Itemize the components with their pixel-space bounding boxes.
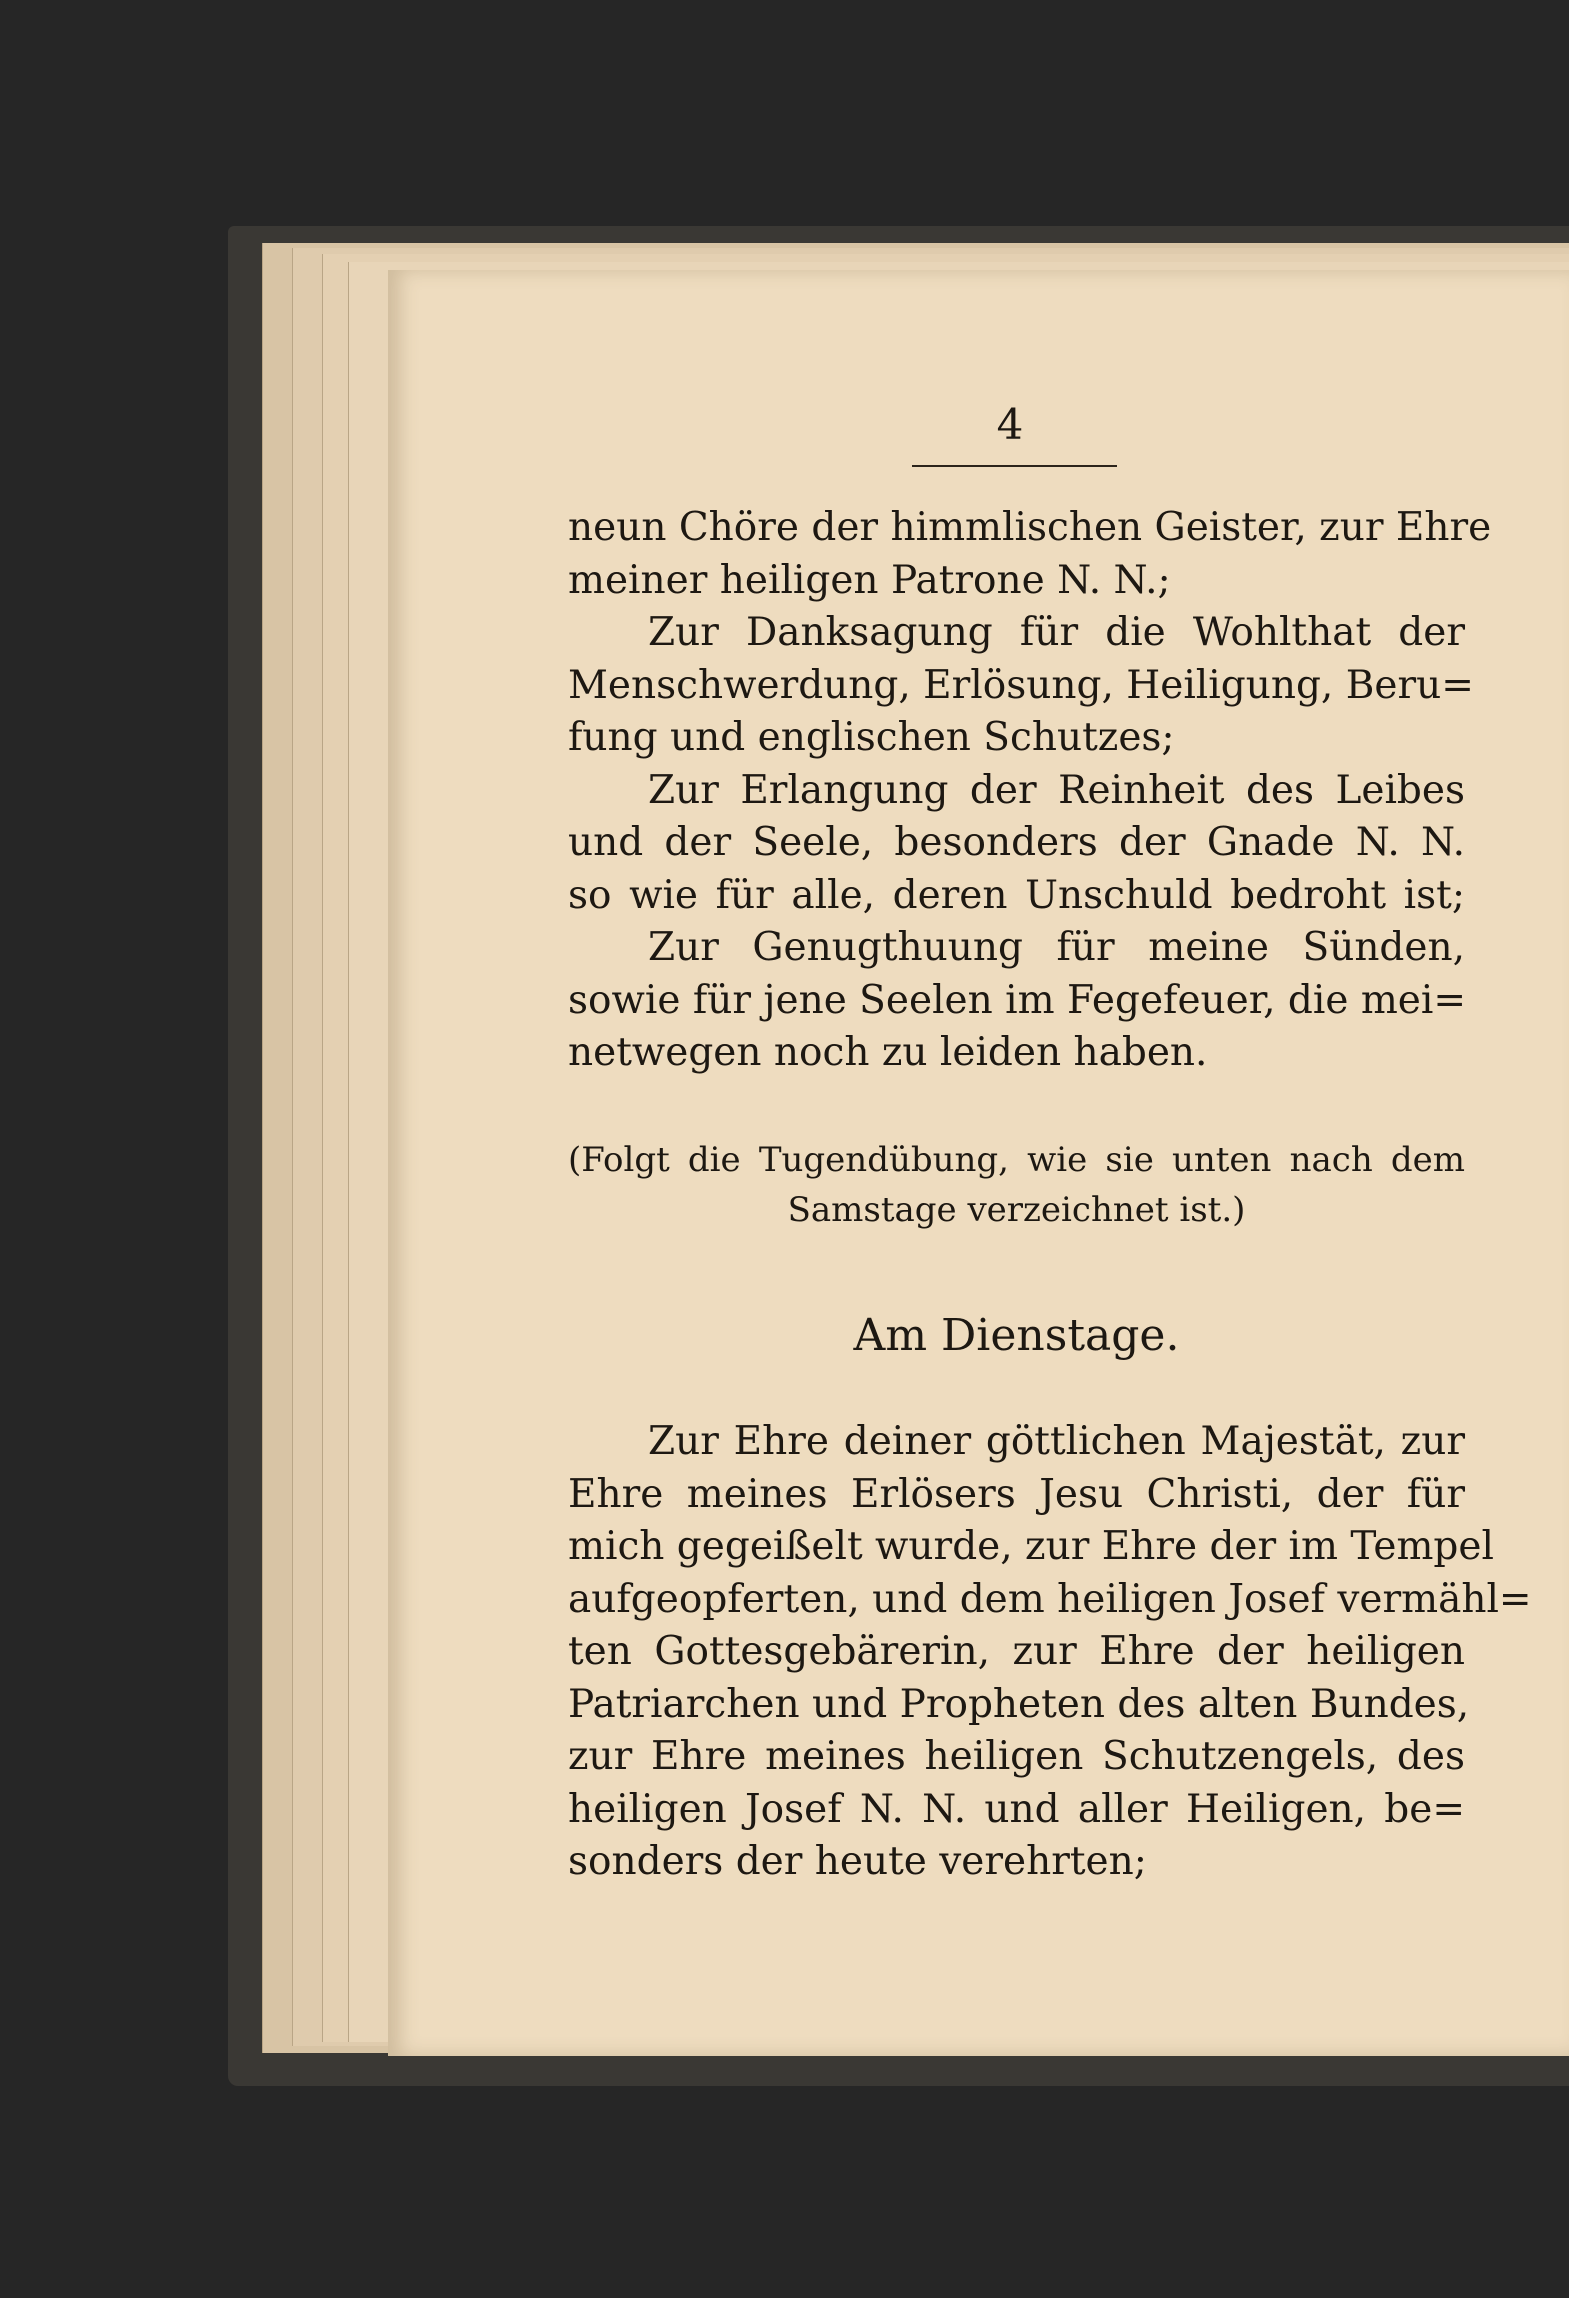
text-line: neun Chöre der himmlischen Geister, zur Ehre: [568, 505, 1492, 550]
text-line: Zur Genugthuung für meine Sünden,: [648, 925, 1465, 970]
text-line: aufgeopferten, und dem heiligen Josef vermähl=: [568, 1576, 1532, 1622]
instruction-note: [568, 1135, 1465, 1235]
text-line: netwegen noch zu leiden haben.: [568, 1030, 1208, 1075]
text-line: mich gegeißelt wurde, zur Ehre der im Tempel: [568, 1524, 1494, 1569]
section-heading: Am Dienstage.: [853, 1310, 1180, 1361]
text-line: Zur Ehre deiner göttlichen Majestät, zur: [648, 1419, 1465, 1464]
paragraph-intentions: [568, 502, 1492, 1080]
note-line: (Folgt die Tugendübung, wie sie unten nach dem: [568, 1140, 1465, 1180]
text-line: heiligen Josef N. N. und aller Heiligen, be=: [568, 1786, 1465, 1832]
text-line: sonders der heute verehrten;: [568, 1839, 1147, 1884]
text-line: Menschwerdung, Erlösung, Heiligung, Beru=: [568, 662, 1474, 708]
page-number: 4: [996, 400, 1024, 449]
text-line: Zur Erlangung der Reinheit des Leibes: [648, 767, 1465, 813]
text-line: so wie für alle, deren Unschuld bedroht ist;: [568, 872, 1465, 918]
text-line: Ehre meines Erlösers Jesu Christi, der für: [568, 1471, 1465, 1517]
text-line: zur Ehre meines heiligen Schutzengels, des: [568, 1734, 1465, 1779]
note-line: Samstage verzeichnet ist.): [787, 1190, 1246, 1230]
text-line: Zur Danksagung für die Wohlthat der: [648, 610, 1465, 655]
text-line: Patriarchen und Propheten des alten Bundes,: [568, 1681, 1470, 1727]
text-line: fung und englischen Schutzes;: [568, 715, 1175, 760]
text-line: ten Gottesgebärerin, zur Ehre der heiligen: [568, 1629, 1465, 1674]
text-line: und der Seele, besonders der Gnade N. N.: [568, 820, 1465, 865]
text-line: sowie für jene Seelen im Fegefeuer, die mei=: [568, 977, 1467, 1023]
header-rule: [912, 465, 1117, 467]
paragraph-tuesday: [568, 1416, 1532, 1889]
text-line: meiner heiligen Patrone N. N.;: [568, 557, 1171, 603]
